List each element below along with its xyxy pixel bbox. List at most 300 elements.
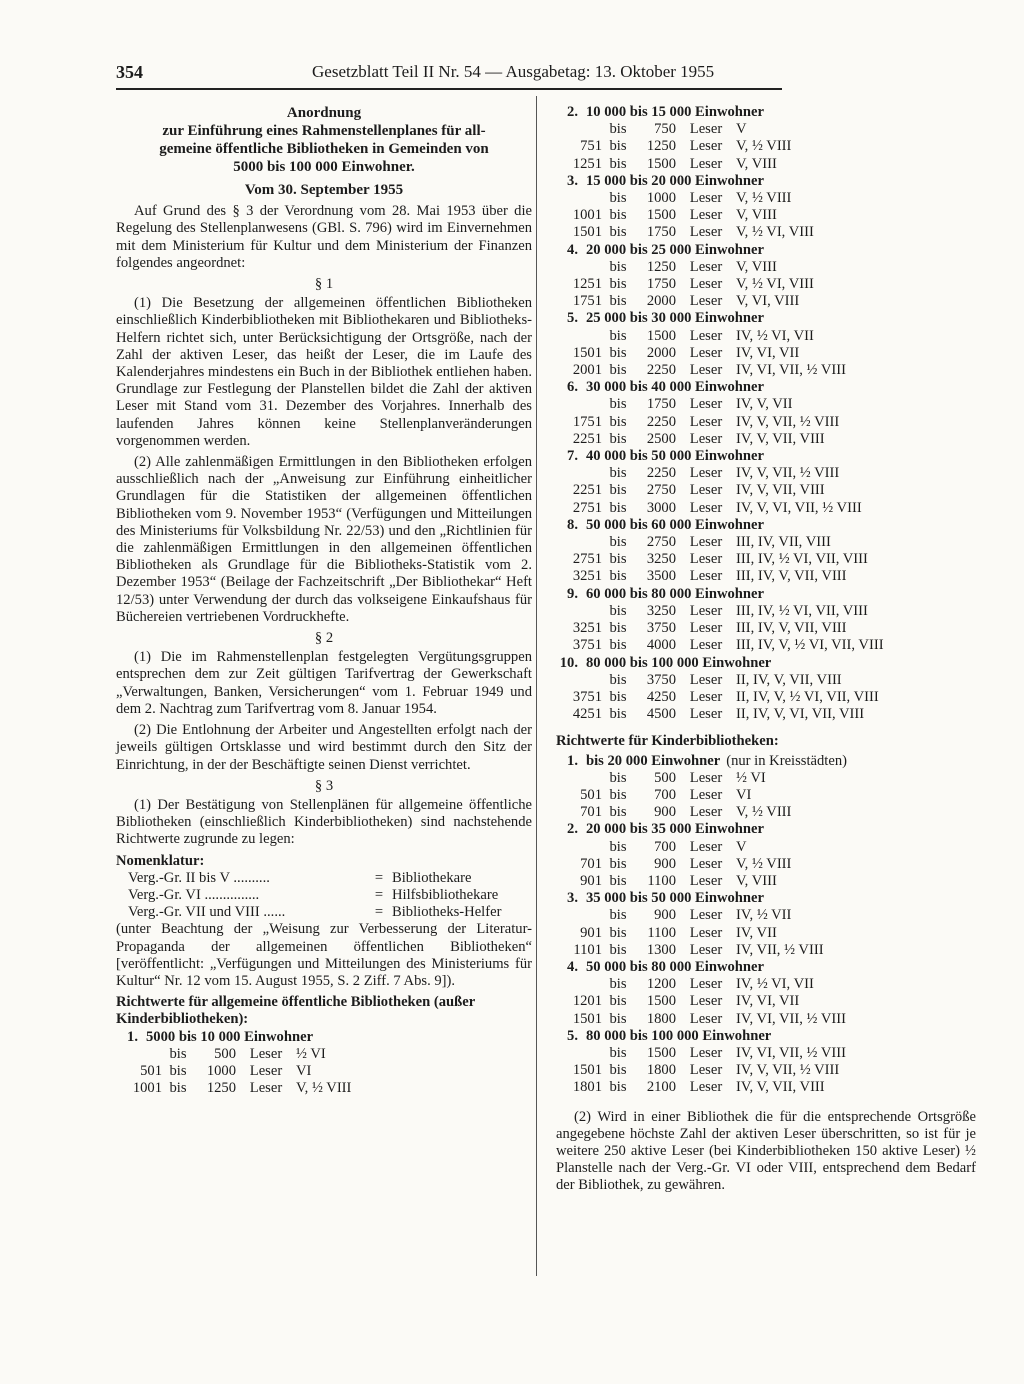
group-number: 8. (567, 516, 578, 533)
group-number: 10. (559, 654, 578, 671)
table-row (556, 431, 976, 448)
leser-label: Leser (689, 534, 723, 551)
range-to: 2000 (646, 293, 676, 310)
range-bis: bis (609, 190, 627, 207)
nom-role: Bibliothekare (392, 869, 472, 886)
table-row (556, 942, 976, 959)
leser-label: Leser (689, 499, 723, 516)
group-heading (556, 379, 976, 396)
leser-label: Leser (249, 1062, 283, 1079)
group-heading (556, 104, 976, 121)
table-row (556, 1045, 976, 1062)
range-bis: bis (609, 907, 627, 924)
section-2-label: § 2 (314, 630, 334, 647)
group-label: 30 000 bis 40 000 Einwohner (586, 379, 764, 396)
range-bis: bis (609, 207, 627, 224)
header-rule (116, 88, 782, 90)
range-from: 1251 (572, 276, 602, 293)
leser-label: Leser (689, 413, 723, 430)
range-bis: bis (609, 551, 627, 568)
pay-grades: IV, VI, VII, ½ VIII (736, 362, 846, 379)
table-row (556, 396, 976, 413)
nomenklatur-label: Nomenklatur: (116, 852, 205, 869)
pay-grades: V, VIII (736, 872, 777, 889)
preamble: Auf Grund des § 3 der Verordnung vom 28. Mai 1953 über die Regelung des Stellenplanwesens (GBl. S. 796) wird im Einvernehmen mit dem Ministerium für Kultur und dem Ministerium der Finanzen folgendes angeordnet: (116, 203, 532, 271)
range-bis: bis (609, 224, 627, 241)
nom-grade: Verg.-Gr. VI ............... (128, 886, 260, 903)
children-library-table (556, 753, 976, 1097)
range-from: 701 (580, 804, 602, 821)
range-from: 1801 (572, 1079, 602, 1096)
range-to: 1250 (646, 138, 676, 155)
leser-label: Leser (689, 976, 723, 993)
leser-label: Leser (689, 327, 723, 344)
range-from (556, 328, 602, 345)
table-row (556, 362, 976, 379)
range-to: 1500 (646, 1044, 676, 1061)
pay-grades: IV, V, VII, ½ VIII (736, 413, 840, 430)
range-to: 4000 (646, 637, 676, 654)
table-row (556, 976, 976, 993)
table-row (556, 224, 976, 241)
pay-grades: III, IV, V, VII, VIII (736, 568, 847, 585)
pay-grades: II, IV, V, VII, VIII (736, 671, 842, 688)
title-line: zur Einführung eines Rahmenstellenplanes für all- (162, 123, 486, 139)
table-row (556, 1011, 976, 1028)
range-to: 1200 (646, 976, 676, 993)
pay-grades: V, ½ VIII (736, 138, 792, 155)
range-to: 3250 (646, 551, 676, 568)
pay-grades: II, IV, V, VI, VII, VIII (736, 706, 865, 723)
range-to: 900 (654, 907, 676, 924)
group-label: 50 000 bis 60 000 Einwohner (586, 516, 764, 533)
section-3-para-1: (1) Der Bestätigung von Stellenplänen für allgemeine öffentliche Bibliotheken (einschließlich Kinderbibliotheken) sind nachstehende Richtwerte zugrunde zu legen: (116, 796, 532, 848)
group-heading (556, 586, 976, 603)
range-bis: bis (609, 344, 627, 361)
range-from: 2001 (572, 362, 602, 379)
range-bis: bis (609, 602, 627, 619)
section-1-para-1: (1) Die Besetzung der allgemeinen öffentlichen Bibliotheken einschließlich Kinderbibliotheken mit Bibliothekaren und Bibliotheks-Helfern richtet sich, unter Berücksichtigung der Ortsgröße, nach der Zahl der aktiven Leser, das heißt der Leser, die im Laufe des Kalenderjahres mindestens ein Buch in der Bibliothek entliehen haben. Grundlage zur Festlegung der Planstellen bildet die Zahl der aktiven Leser mit Stand vom 31. Dezember des Vorjahres. Innerhalb des laufenden Jahres können keine Stellenplanveränderungen vorgenommen werden. (116, 295, 532, 449)
group-heading (556, 448, 976, 465)
range-from: 2751 (572, 551, 602, 568)
group-number: 1. (567, 752, 578, 769)
leser-label: Leser (689, 1044, 723, 1061)
pay-grades: ½ VI (296, 1045, 326, 1062)
range-bis: bis (609, 258, 627, 275)
pay-grades: IV, V, VII (736, 396, 793, 413)
range-bis: bis (609, 671, 627, 688)
leser-label: Leser (689, 924, 723, 941)
range-from: 1001 (132, 1080, 162, 1097)
range-to: 1250 (646, 258, 676, 275)
range-bis: bis (609, 534, 627, 551)
table-row (556, 993, 976, 1010)
document-date: Vom 30. September 1955 (244, 182, 404, 198)
table-row (556, 276, 976, 293)
range-from: 3251 (572, 620, 602, 637)
leser-label: Leser (689, 620, 723, 637)
range-from (556, 976, 602, 993)
group-heading (116, 1029, 532, 1046)
group-number: 2. (567, 104, 578, 120)
group-heading (556, 753, 976, 770)
final-paragraph: (2) Wird in einer Bibliothek die für die entsprechende Ortsgröße angegebene höchste Zahl der aktiven Leser überschritten, so ist für je weitere 250 aktive Leser (bei Kinderbibliotheken 150 aktive Leser) ½ Planstelle nach der Verg.-Gr. VI oder VIII, entsprechend dem Bedarf der Bibliothek, zu gewähren. (556, 1108, 976, 1194)
section-1-label: § 1 (314, 276, 334, 293)
table-row (556, 856, 976, 873)
table-row (556, 907, 976, 924)
range-bis: bis (609, 138, 627, 155)
leser-label: Leser (689, 602, 723, 619)
range-to: 750 (654, 121, 676, 138)
leser-label: Leser (689, 362, 723, 379)
range-to: 2250 (646, 465, 676, 482)
range-bis: bis (609, 327, 627, 344)
leser-label: Leser (689, 258, 723, 275)
group-label: 80 000 bis 100 000 Einwohner (586, 654, 772, 671)
range-to: 3000 (646, 499, 676, 516)
range-to: 4500 (646, 706, 676, 723)
group-heading (556, 821, 976, 838)
range-to: 1750 (646, 276, 676, 293)
title-line: 5000 bis 100 000 Einwohner. (233, 159, 415, 175)
table-row (556, 328, 976, 345)
range-from (556, 603, 602, 620)
range-from (556, 396, 602, 413)
section-2-para-1: (1) Die im Rahmenstellenplan festgelegten Vergütungsgruppen entsprechen dem zur Zeit gültigen Tarifvertrag der Gewerkschaft „Verwaltungen, Banken, Versicherungen“ vom 1. Februar 1949 und dem 2. Nachtrag zum Tarifvertrag vom 8. Januar 1954. (116, 649, 532, 717)
leser-label: Leser (689, 155, 723, 172)
range-bis: bis (609, 430, 627, 447)
range-from (556, 190, 602, 207)
range-bis: bis (609, 941, 627, 958)
table-row (556, 925, 976, 942)
group-number: 7. (567, 448, 578, 465)
range-from: 901 (580, 872, 602, 889)
range-to: 1300 (646, 941, 676, 958)
nomenklatur-note: (unter Beachtung der „Weisung zur Verbesserung der Literatur-Propaganda der allgemeinen öffentlichen Bibliotheken“ [veröffentlicht: „Verfügungen und Mitteilungen des Ministeriums für Kultur“ Nr. 12 vom 15. August 1955, S. 2 Ziff. 7 Abs. 9]). (116, 921, 532, 989)
group-number: 3. (567, 890, 578, 907)
range-to: 1500 (646, 993, 676, 1010)
leser-label: Leser (689, 706, 723, 723)
right-column (556, 104, 976, 1199)
group-label: 40 000 bis 50 000 Einwohner (586, 448, 764, 465)
group-heading (556, 173, 976, 190)
range-bis: bis (609, 976, 627, 993)
leser-label: Leser (689, 1062, 723, 1079)
leser-label: Leser (689, 769, 723, 786)
leser-label: Leser (249, 1045, 283, 1062)
richtwerte-heading: Richtwerte für allgemeine öffentliche Bibliotheken (außer Kinderbibliotheken): (116, 994, 475, 1028)
nom-equals: = (374, 904, 384, 921)
pay-grades: V, VIII (736, 207, 777, 224)
table-row (116, 1046, 532, 1063)
range-from (556, 259, 602, 276)
range-to: 1000 (646, 190, 676, 207)
range-from: 1751 (572, 293, 602, 310)
range-from: 1001 (572, 207, 602, 224)
leser-label: Leser (689, 941, 723, 958)
group-number: 5. (567, 310, 578, 327)
running-title: Gesetzblatt Teil II Nr. 54 — Ausgabetag: 13. Oktober 1955 (312, 62, 715, 81)
group-number: 5. (567, 1027, 578, 1044)
pay-grades: V (736, 121, 747, 138)
range-from: 501 (140, 1062, 162, 1079)
range-bis: bis (169, 1062, 187, 1079)
range-to: 700 (654, 786, 676, 803)
range-from: 1501 (572, 1010, 602, 1027)
range-from: 1501 (572, 1062, 602, 1079)
group-heading (556, 890, 976, 907)
range-to: 1100 (647, 924, 676, 941)
nom-role: Hilfsbibliothekare (392, 886, 499, 903)
pay-grades: VI (736, 786, 752, 803)
group-heading (556, 959, 976, 976)
section-3-label: § 3 (314, 777, 334, 794)
table-row (556, 839, 976, 856)
range-from: 4251 (572, 706, 602, 723)
range-bis: bis (609, 155, 627, 172)
leser-label: Leser (689, 344, 723, 361)
range-from (556, 1045, 602, 1062)
leser-label: Leser (689, 688, 723, 705)
leser-label: Leser (689, 190, 723, 207)
group-number: 2. (567, 821, 578, 838)
range-bis: bis (609, 838, 627, 855)
group-label: 20 000 bis 25 000 Einwohner (586, 241, 764, 258)
range-from (556, 907, 602, 924)
range-to: 2500 (646, 430, 676, 447)
leser-label: Leser (689, 855, 723, 872)
table-row (556, 500, 976, 517)
range-from: 1251 (572, 155, 602, 172)
pay-grades: III, IV, V, ½ VI, VII, VIII (736, 637, 884, 654)
pay-grades: III, IV, VII, VIII (736, 534, 831, 551)
pay-grades: IV, ½ VII (736, 907, 792, 924)
range-to: 1500 (646, 327, 676, 344)
pay-grades: IV, VI, VII, ½ VIII (736, 1010, 846, 1027)
range-to: 700 (654, 838, 676, 855)
range-from: 1751 (572, 413, 602, 430)
range-to: 1100 (647, 872, 676, 889)
leser-label: Leser (689, 1010, 723, 1027)
leser-label: Leser (689, 804, 723, 821)
pay-grades: IV, ½ VI, VII (736, 976, 814, 993)
table-row (556, 706, 976, 723)
range-bis: bis (609, 993, 627, 1010)
leser-label: Leser (689, 396, 723, 413)
range-to: 1250 (206, 1080, 236, 1097)
leser-label: Leser (689, 568, 723, 585)
table-row (556, 603, 976, 620)
leser-label: Leser (689, 293, 723, 310)
range-bis: bis (609, 769, 627, 786)
table-row (556, 770, 976, 787)
range-bis: bis (609, 499, 627, 516)
range-bis: bis (609, 688, 627, 705)
range-from: 701 (580, 855, 602, 872)
pay-grades: V, ½ VIII (736, 804, 792, 821)
table-row (556, 121, 976, 138)
range-bis: bis (609, 362, 627, 379)
range-from (556, 534, 602, 551)
pay-grades: IV, V, VII, ½ VIII (736, 465, 840, 482)
table-row (556, 534, 976, 551)
leser-label: Leser (689, 907, 723, 924)
range-bis: bis (609, 804, 627, 821)
table-row (556, 1079, 976, 1096)
table-row (556, 551, 976, 568)
range-to: 900 (654, 855, 676, 872)
range-bis: bis (609, 1079, 627, 1096)
group-heading (556, 1028, 976, 1045)
nomenklatur-row (128, 904, 532, 921)
pay-grades: VI (296, 1062, 312, 1079)
range-bis: bis (609, 568, 627, 585)
group-label: 20 000 bis 35 000 Einwohner (586, 821, 764, 838)
pay-grades: IV, V, VII, VIII (736, 482, 825, 499)
range-bis: bis (609, 482, 627, 499)
table-row (556, 293, 976, 310)
range-to: 3750 (646, 671, 676, 688)
page-header (116, 62, 782, 86)
pay-grades: V, ½ VIII (736, 190, 792, 207)
table-row (556, 138, 976, 155)
leser-label: Leser (689, 786, 723, 803)
range-bis: bis (609, 872, 627, 889)
table-row (556, 787, 976, 804)
pay-grades: IV, V, VI, VII, ½ VIII (736, 499, 862, 516)
group-label: 15 000 bis 20 000 Einwohner (586, 172, 764, 189)
table-row (556, 804, 976, 821)
range-bis: bis (609, 396, 627, 413)
group-heading (556, 655, 976, 672)
range-from (556, 770, 602, 787)
range-bis: bis (609, 786, 627, 803)
leser-label: Leser (689, 430, 723, 447)
group-label: 80 000 bis 100 000 Einwohner (586, 1027, 772, 1044)
range-to: 1000 (206, 1062, 236, 1079)
range-bis: bis (609, 924, 627, 941)
nomenklatur-row (128, 870, 532, 887)
range-from: 901 (580, 924, 602, 941)
group-number: 9. (567, 585, 578, 602)
pay-grades: IV, VI, VII (736, 993, 800, 1010)
nom-equals: = (374, 869, 384, 886)
pay-grades: V, VI, VIII (736, 293, 800, 310)
table-row (556, 568, 976, 585)
pay-grades: V, ½ VI, VIII (736, 224, 814, 241)
group-label: 50 000 bis 80 000 Einwohner (586, 958, 764, 975)
range-from (556, 465, 602, 482)
nomenklatur-row (128, 887, 532, 904)
pay-grades: V, ½ VIII (296, 1080, 352, 1097)
range-bis: bis (609, 121, 627, 138)
pay-grades: II, IV, V, ½ VI, VII, VIII (736, 688, 879, 705)
table-row (556, 345, 976, 362)
kinder-heading: Richtwerte für Kinderbibliotheken: (556, 733, 779, 750)
group-number: 4. (567, 958, 578, 975)
pay-grades: V (736, 838, 747, 855)
group-number: 4. (567, 241, 578, 258)
range-to: 900 (654, 804, 676, 821)
group-number: 3. (567, 172, 578, 189)
leser-label: Leser (689, 838, 723, 855)
nom-grade: Verg.-Gr. VII und VIII ...... (128, 904, 286, 921)
range-from: 1101 (573, 941, 602, 958)
table-row (556, 156, 976, 173)
leser-label: Leser (689, 224, 723, 241)
range-to: 1750 (646, 224, 676, 241)
pay-grades: IV, VII (736, 924, 777, 941)
table-row (556, 689, 976, 706)
range-to: 1500 (646, 155, 676, 172)
nom-role: Bibliotheks-Helfer (392, 904, 502, 921)
leser-label: Leser (689, 482, 723, 499)
range-from: 751 (580, 138, 602, 155)
pay-grades: V, VIII (736, 258, 777, 275)
range-to: 1800 (646, 1010, 676, 1027)
range-bis: bis (609, 1044, 627, 1061)
leser-label: Leser (689, 276, 723, 293)
range-to: 2100 (646, 1079, 676, 1096)
document-title (116, 104, 532, 176)
pay-grades: V, ½ VI, VIII (736, 276, 814, 293)
table-row (556, 465, 976, 482)
pay-grades: III, IV, ½ VI, VII, VIII (736, 602, 868, 619)
group-label: 60 000 bis 80 000 Einwohner (586, 585, 764, 602)
group-heading (556, 310, 976, 327)
range-to: 3750 (646, 620, 676, 637)
leser-label: Leser (689, 872, 723, 889)
pay-grades: IV, ½ VI, VII (736, 327, 814, 344)
group-number: 6. (567, 379, 578, 396)
table-row (556, 482, 976, 499)
pay-grades: IV, V, VII, VIII (736, 430, 825, 447)
pay-grades: IV, VI, VII (736, 344, 800, 361)
range-from: 501 (580, 786, 602, 803)
table-row (556, 259, 976, 276)
pay-grades: ½ VI (736, 769, 766, 786)
pay-grades: III, IV, ½ VI, VII, VIII (736, 551, 868, 568)
range-to: 2250 (646, 362, 676, 379)
leser-label: Leser (689, 1079, 723, 1096)
table-row (556, 414, 976, 431)
title-line: gemeine öffentliche Bibliotheken in Gemeinden von (159, 141, 489, 157)
table-row (556, 190, 976, 207)
range-bis: bis (609, 637, 627, 654)
nom-equals: = (374, 886, 384, 903)
leser-label: Leser (689, 637, 723, 654)
table-row (556, 207, 976, 224)
range-to: 2250 (646, 413, 676, 430)
range-to: 2750 (646, 482, 676, 499)
range-bis: bis (609, 706, 627, 723)
table-row (116, 1063, 532, 1080)
range-bis: bis (169, 1080, 187, 1097)
range-to: 500 (214, 1045, 236, 1062)
leser-label: Leser (689, 138, 723, 155)
range-bis: bis (609, 413, 627, 430)
table-row (556, 620, 976, 637)
range-to: 1800 (646, 1062, 676, 1079)
pay-grades: IV, VI, VII, ½ VIII (736, 1044, 846, 1061)
group-label: 5000 bis 10 000 Einwohner (146, 1028, 314, 1045)
range-from: 1501 (572, 224, 602, 241)
range-to: 500 (654, 769, 676, 786)
nom-grade: Verg.-Gr. II bis V .......... (128, 869, 270, 886)
table-row (556, 672, 976, 689)
group-label: 10 000 bis 15 000 Einwohner (586, 104, 764, 120)
range-from: 1201 (572, 993, 602, 1010)
